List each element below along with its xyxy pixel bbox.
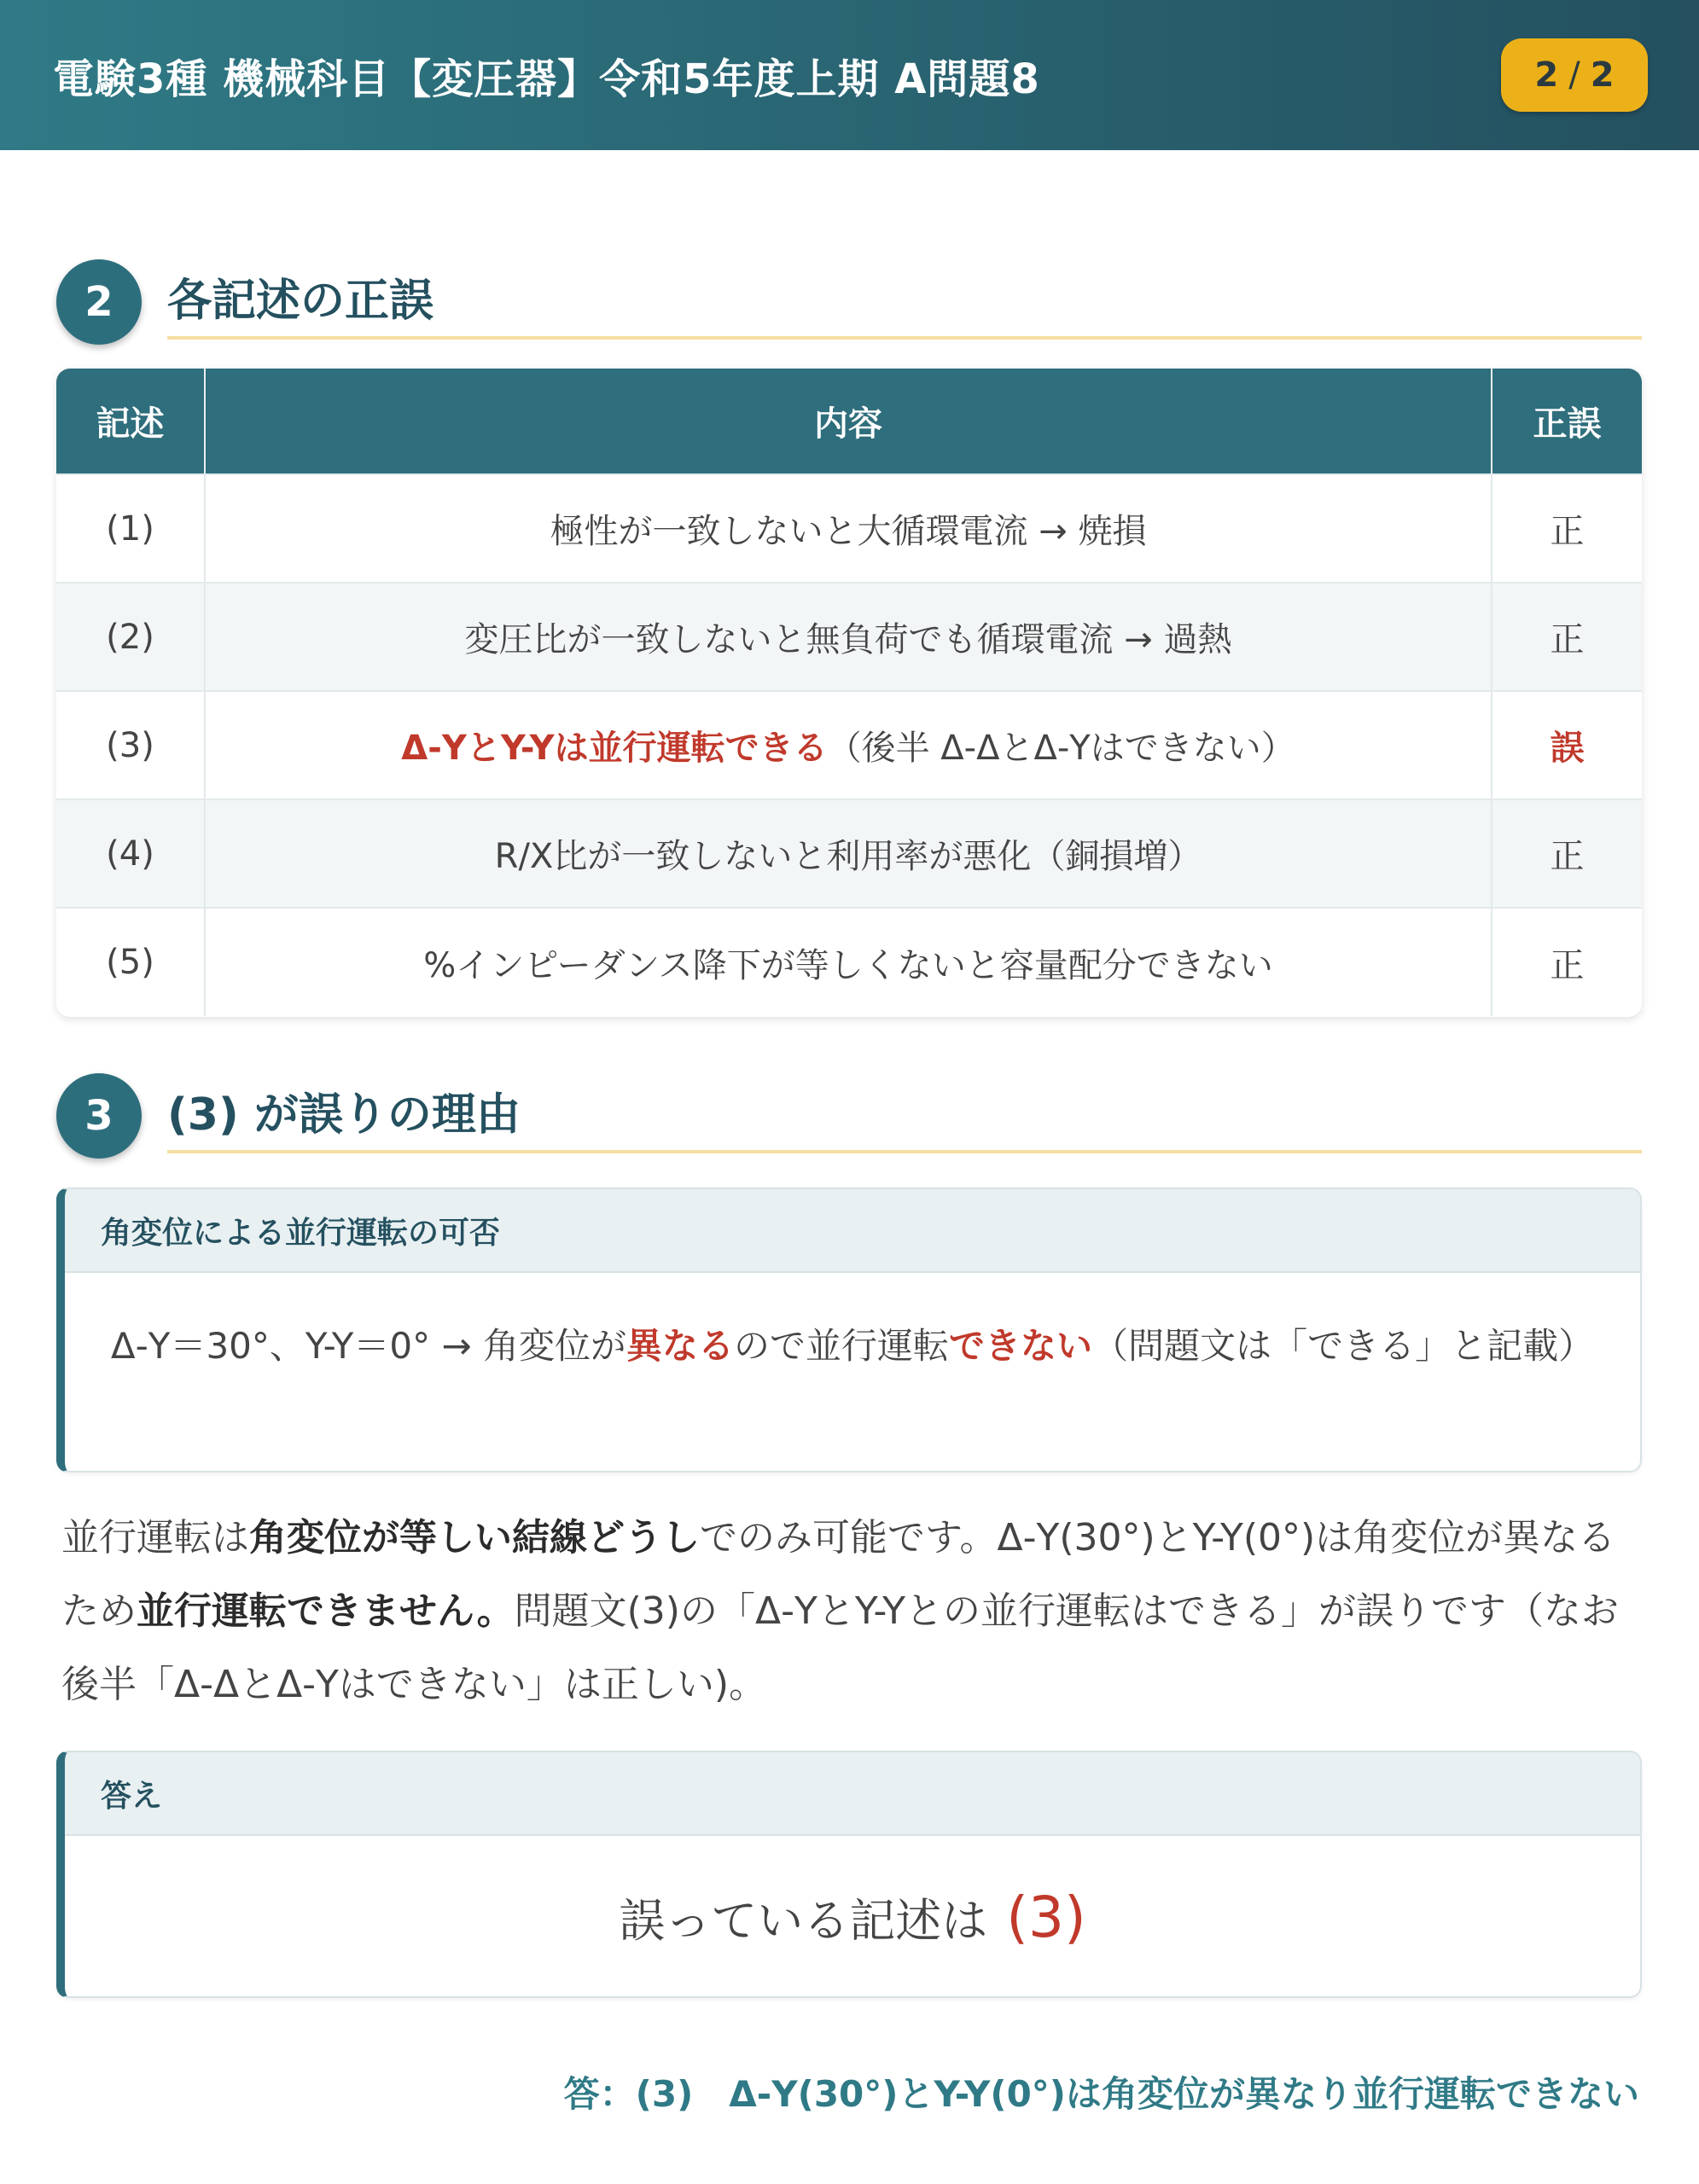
row-verdict: 正 bbox=[1492, 799, 1642, 908]
column-header-verdict: 正誤 bbox=[1492, 369, 1642, 474]
column-header-statement: 記述 bbox=[96, 404, 165, 444]
row-content: 極性が一致しないと大循環電流 → 焼損 bbox=[205, 474, 1492, 583]
column-header-content: 内容 bbox=[205, 369, 1492, 474]
section-title: 各記述の正誤 bbox=[167, 276, 434, 327]
row-content: 変圧比が一致しないと無負荷でも循環電流 → 過熱 bbox=[205, 583, 1492, 691]
answer-box bbox=[56, 1751, 1642, 1998]
angle-displacement-box bbox=[56, 1188, 1642, 1472]
answer-number: (3) bbox=[1006, 1884, 1086, 1950]
para-bold: 角変位が等しい結線どうし bbox=[249, 1516, 700, 1560]
header-bar bbox=[0, 0, 1699, 150]
box-title: 角変位による並行運転の可否 bbox=[65, 1189, 1640, 1273]
row-number: (2) bbox=[56, 583, 205, 691]
row-content-rest: （後半 Δ-ΔとΔ-Yはできない） bbox=[827, 729, 1295, 768]
row-number: (3) bbox=[56, 691, 205, 799]
section-underline bbox=[167, 1150, 1642, 1153]
row-number: (4) bbox=[56, 799, 205, 908]
page-indicator-badge bbox=[1501, 38, 1648, 112]
page-separator: / bbox=[1568, 55, 1580, 95]
box-text: Δ-Y＝30°、Y-Y＝0° → 角変位が bbox=[110, 1325, 627, 1367]
para-text: 並行運転は bbox=[61, 1516, 249, 1560]
box-emphasis: できない bbox=[949, 1325, 1093, 1367]
row-verdict: 正 bbox=[1492, 908, 1642, 1016]
table-header-row bbox=[56, 369, 1642, 474]
row-verdict: 正 bbox=[1492, 583, 1642, 691]
section-number-badge: 2 bbox=[56, 259, 142, 345]
box-text: （問題文は「できる」と記載） bbox=[1092, 1325, 1595, 1367]
answer-content bbox=[65, 1836, 1640, 1998]
answer-text: 誤っている記述は bbox=[619, 1893, 988, 1948]
answer-box-title: 答え bbox=[65, 1752, 1640, 1836]
box-content bbox=[65, 1273, 1640, 1377]
statements-table bbox=[56, 369, 1642, 1016]
row-content bbox=[205, 691, 1492, 799]
table-row bbox=[56, 691, 1642, 799]
table-row bbox=[56, 799, 1642, 908]
section-3-heading bbox=[56, 1073, 1642, 1159]
box-emphasis: 異なる bbox=[626, 1325, 735, 1367]
answer-summary: 答：(3) Δ-Y(30°)とY-Y(0°)は角変位が異なり並行運転できない bbox=[563, 2073, 1639, 2115]
row-content-emphasis: Δ-YとY-Yは並行運転できる bbox=[401, 729, 828, 768]
statements-table-card bbox=[56, 369, 1642, 1017]
table-row bbox=[56, 908, 1642, 1016]
page-total: 2 bbox=[1590, 55, 1615, 95]
table-row bbox=[56, 583, 1642, 691]
para-bold: 並行運転できません。 bbox=[137, 1589, 515, 1633]
page-title: 電験3種 機械科目【変圧器】令和5年度上期 A問題8 bbox=[53, 55, 1040, 103]
box-text: ので並行運転 bbox=[734, 1325, 950, 1367]
row-number: (1) bbox=[56, 474, 205, 583]
row-number: (5) bbox=[56, 908, 205, 1016]
row-verdict: 正 bbox=[1492, 474, 1642, 583]
page-current: 2 bbox=[1534, 55, 1559, 95]
table-row bbox=[56, 474, 1642, 583]
row-content: %インピーダンス降下が等しくないと容量配分できない bbox=[205, 908, 1492, 1016]
section-title: (3) が誤りの理由 bbox=[167, 1089, 521, 1141]
para-text: 問題文(3)の「Δ-YとY-Yとの並行運転はできる」が誤りです（なお後半「Δ-ΔとΔ-Yはできない」は正しい)。 bbox=[61, 1589, 1620, 1706]
para-text: でのみ可能です。Δ-Y(30°)とY-Y(0°)は角変位が異なるため bbox=[61, 1516, 1616, 1633]
section-number-badge: 3 bbox=[56, 1073, 142, 1159]
row-verdict: 誤 bbox=[1492, 691, 1642, 799]
explanation-paragraph bbox=[61, 1502, 1640, 1722]
row-content: R/X比が一致しないと利用率が悪化（銅損増） bbox=[205, 799, 1492, 908]
section-underline bbox=[167, 336, 1642, 340]
section-2-heading bbox=[56, 259, 1642, 345]
